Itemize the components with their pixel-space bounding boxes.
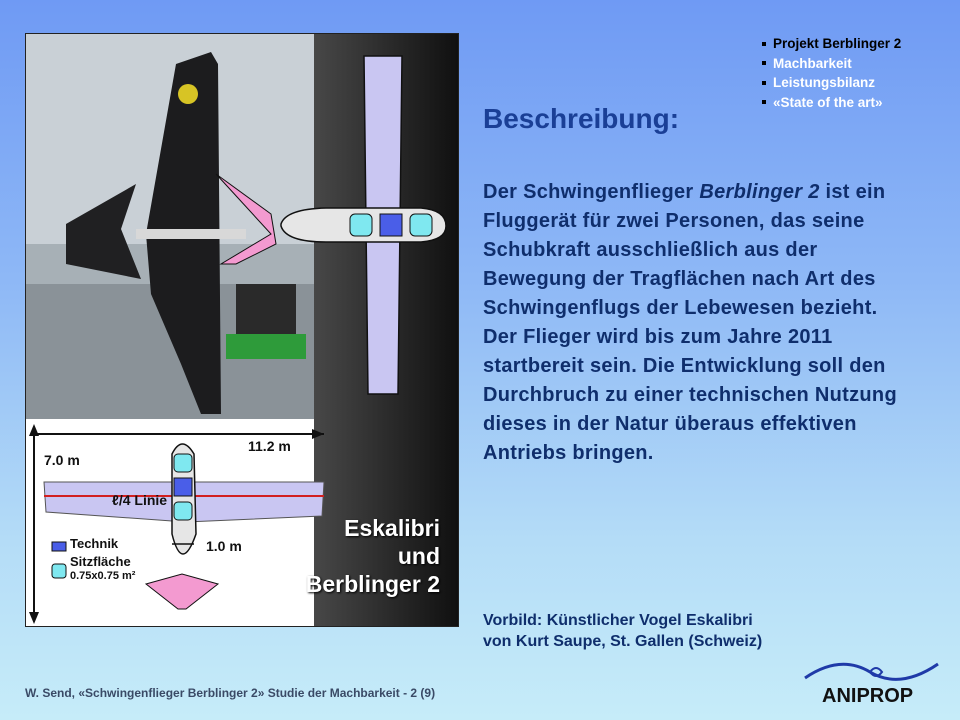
bullet-icon [762,42,766,46]
logo-text: ANIPROP [822,685,914,707]
nav-item-machbarkeit[interactable]: Machbarkeit [762,54,901,74]
nav-item-projekt[interactable]: Projekt Berblinger 2 [762,34,901,54]
top-view-technik [380,214,402,236]
section-nav [762,34,901,112]
top-view-seat-1 [350,214,372,236]
description-text [483,178,923,468]
aniprop-logo-graphic [800,656,945,708]
caption-line-2: und [397,543,440,569]
slide-title: Beschreibung: [483,103,680,134]
description-para-2: Der Flieger wird bis zum Jahre 2011 startbereit sein. Die Entwicklung soll den Durchbruch zu einer technischen Nutzung dieses in der Natur überaus effektiven Antriebs bringen. [483,326,897,464]
description-para-1: Der Schwingenflieger Berblinger 2 ist ein Fluggerät für zwei Personen, das seine Schubkraft ausschließlich aus der Bewegung der Tragflächen nach Art des Schwingenflugs der Lebewesen bezieht. [483,181,886,319]
slide-footer: W. Send, «Schwingenflieger Berblinger 2» Studie der Machbarkeit - 2 (9) [25,686,436,700]
bullet-icon [762,100,766,104]
vorbild-text: Vorbild: Künstlicher Vogel Eskalibri von Kurt Saupe, St. Gallen (Schweiz) [483,612,763,650]
quarter-line-label: ℓ/4 Linie [112,492,168,508]
legend-sitz-size: 0.75x0.75 m² [70,570,136,582]
legend-sitz-label: Sitzfläche [70,554,131,569]
legend-technik-swatch [52,542,66,551]
aircraft-figure [25,33,459,627]
dim-length-label: 7.0 m [44,452,80,468]
photo-fuselage [136,229,246,239]
top-view-seat-2 [410,214,432,236]
caption-line-3: Berblinger 2 [305,571,440,597]
legend-seat-swatch [52,564,66,578]
aircraft-caption [270,514,440,598]
nav-item-leistungsbilanz[interactable]: Leistungsbilanz [762,73,901,93]
legend-technik-label: Technik [70,536,119,551]
bullet-icon [762,81,766,85]
dim-span-label: 11.2 m [248,438,291,454]
caption-line-1: Eskalibri [344,515,440,541]
bullet-icon [762,61,766,65]
nav-item-state-of-the-art[interactable]: «State of the art» [762,93,901,113]
dim-width-label: 1.0 m [206,538,242,554]
photo-logo-yellow [178,84,198,104]
aniprop-logo [800,656,945,713]
